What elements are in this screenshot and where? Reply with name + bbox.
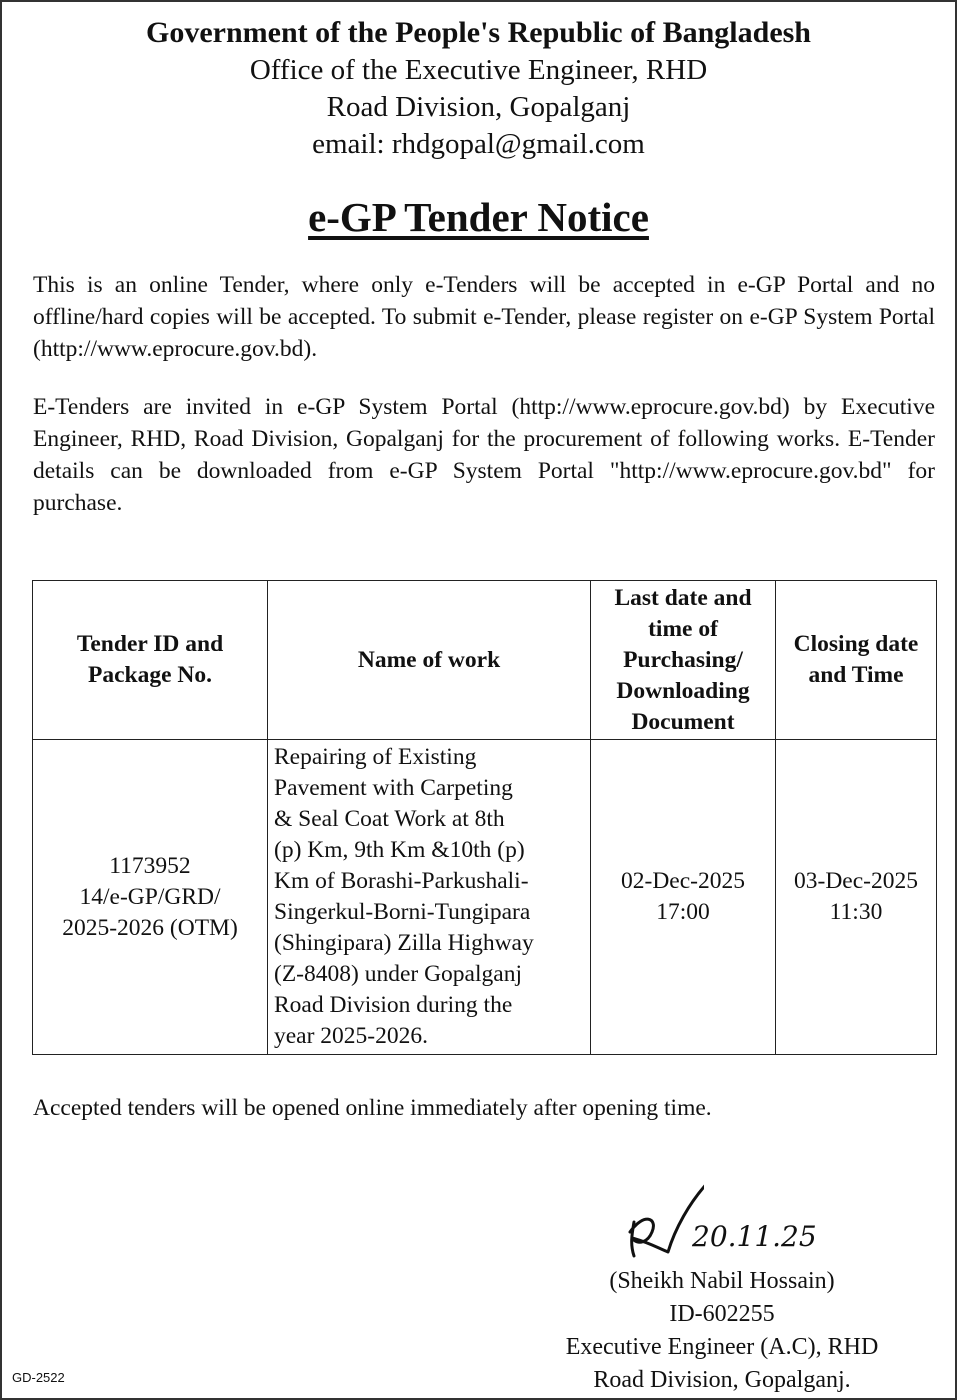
closing-date: 03-Dec-2025 <box>794 868 918 894</box>
signatory-id: ID-602255 <box>669 1301 775 1327</box>
work-line: Road Division during the <box>274 992 513 1018</box>
office-name: Office of the Executive Engineer, RHD <box>249 54 708 86</box>
table-header-row <box>33 581 937 740</box>
cell-last-date <box>591 740 776 1055</box>
header-closing-line: and Time <box>808 662 904 688</box>
office-email: email: rhdgopal@gmail.com <box>312 128 645 160</box>
work-line: Km of Borashi-Parkushali- <box>274 868 529 894</box>
signatory-office: Road Division, Gopalganj. <box>593 1367 851 1393</box>
intro-paragraph: This is an online Tender, where only e-Tenders will be accepted in e-GP Portal and no offline/hard copies will be accepted. To submit e-Tender, please register on e-GP System Portal (http://www.eprocure.gov.bd). <box>33 272 935 362</box>
government-name: Government of the People's Republic of Bangladesh <box>146 16 811 49</box>
cell-closing-date <box>776 740 937 1055</box>
package-no-line: 14/e-GP/GRD/ <box>79 883 221 910</box>
division-name: Road Division, Gopalganj <box>326 91 631 123</box>
header-last-date-line: time of <box>648 615 718 642</box>
letterhead <box>2 14 955 163</box>
header-last-date-line: Purchasing/ <box>623 646 743 673</box>
header-closing-date <box>776 581 937 740</box>
header-last-date-line: Document <box>631 708 735 735</box>
tender-table <box>32 580 937 1055</box>
closing-time: 11:30 <box>829 899 883 925</box>
signature-date: 20.11.25 <box>692 1220 817 1253</box>
header-tender-id-line: Package No. <box>87 662 212 688</box>
work-line: Repairing of Existing <box>274 744 477 770</box>
opening-note: Accepted tenders will be opened online immediately after opening time. <box>33 1095 712 1121</box>
work-line: & Seal Coat Work at 8th <box>274 806 505 832</box>
work-line: Pavement with Carpeting <box>274 775 513 801</box>
work-line: Singerkul-Borni-Tungipara <box>274 899 531 925</box>
last-date: 02-Dec-2025 <box>621 868 745 894</box>
signatory-name: (Sheikh Nabil Hossain) <box>609 1268 835 1294</box>
cell-work-name <box>268 740 591 1055</box>
header-last-date <box>591 581 776 740</box>
ad-code: GD-2522 <box>12 1370 65 1385</box>
invitation-paragraph: E-Tenders are invited in e-GP System Portal (http://www.eprocure.gov.bd) by Executive Engineer, RHD, Road Division, Gopalganj for the procurement of following works. E-Tender details can be downloaded from e-GP System Portal "http://www.eprocure.gov.bd" for purchase. <box>33 394 935 516</box>
notice-title: e-GP Tender Notice <box>308 194 649 240</box>
header-last-date-line: Downloading <box>616 677 750 704</box>
last-time: 17:00 <box>656 899 710 925</box>
signatory-block <box>502 1265 942 1397</box>
signatory-designation: Executive Engineer (A.C), RHD <box>565 1334 879 1360</box>
header-work-name: Name of work <box>268 581 591 740</box>
work-line: (Z-8408) under Gopalganj <box>274 961 522 987</box>
work-line: year 2025-2026. <box>274 1023 429 1049</box>
header-tender-id <box>33 581 268 740</box>
header-closing-line: Closing date <box>793 631 919 657</box>
work-line: (Shingipara) Zilla Highway <box>274 930 534 956</box>
work-line: (p) Km, 9th Km &10th (p) <box>274 837 525 863</box>
header-last-date-line: Last date and <box>614 584 752 611</box>
table-row <box>33 740 937 1055</box>
package-no-line: 2025-2026 (OTM) <box>62 914 238 941</box>
tender-id: 1173952 <box>109 852 191 879</box>
header-tender-id-line: Tender ID and <box>76 631 224 657</box>
cell-tender-id <box>33 740 268 1055</box>
